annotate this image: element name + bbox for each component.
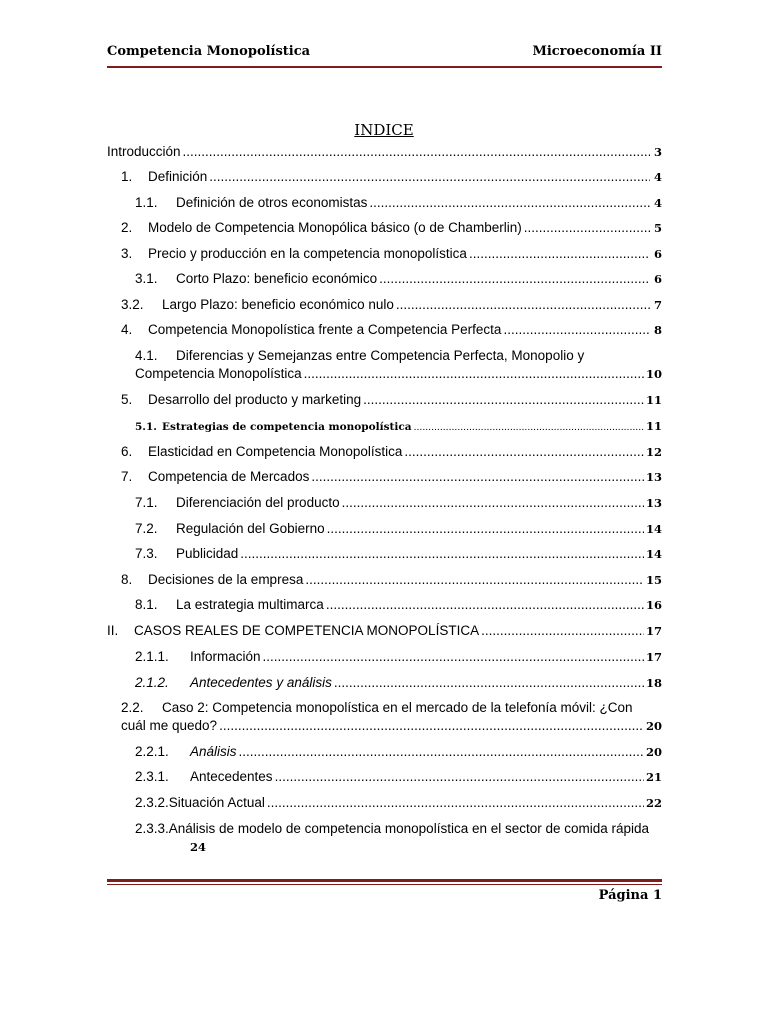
toc-label: Antecedentes	[190, 769, 273, 784]
toc-number: 7.2.	[135, 521, 158, 536]
toc-number: 2.2.	[121, 700, 144, 715]
toc-leader-dots	[209, 168, 650, 186]
footer-rule-thick	[107, 879, 662, 882]
toc-leader-dots	[363, 391, 644, 409]
toc-label: Definición de otros economistas	[176, 195, 368, 210]
toc-entry-2-3-2[interactable]	[135, 794, 662, 812]
index-title: INDICE	[354, 121, 414, 139]
toc-label: Introducción	[107, 144, 181, 159]
toc-leader-dots	[481, 622, 644, 640]
toc-label: Regulación del Gobierno	[176, 521, 325, 536]
toc-entry-2-1-1[interactable]	[135, 648, 662, 666]
footer-rule-thin	[107, 884, 662, 885]
toc-number: 2.3.2.	[135, 795, 169, 810]
toc-entry-2-3-3-line1[interactable]	[135, 820, 662, 838]
toc-leader-dots	[304, 365, 644, 383]
toc-label: La estrategia multimarca	[176, 597, 324, 612]
toc-leader-dots	[183, 143, 650, 161]
toc-number: 2.1.1.	[135, 649, 169, 664]
toc-entry-4-1-line2[interactable]	[135, 365, 662, 383]
toc-page-number: 6	[653, 247, 662, 261]
header-rule	[107, 66, 662, 68]
toc-leader-dots	[334, 674, 644, 692]
toc-page-number: 17	[645, 650, 662, 664]
toc-leader-dots	[275, 768, 644, 786]
toc-leader-dots	[219, 717, 644, 735]
toc-label: Análisis de modelo de competencia monopolística en el sector de comida rápida	[168, 821, 650, 836]
toc-leader-dots	[240, 545, 644, 563]
toc-entry-4-1-line1[interactable]	[135, 347, 662, 365]
toc-number: 2.1.2.	[135, 675, 169, 690]
toc-page-number: 17	[645, 624, 662, 638]
toc-entry-2-1-2[interactable]	[135, 674, 662, 692]
toc-label: Antecedentes y análisis	[190, 675, 332, 690]
toc-number: 5.1.	[135, 421, 157, 433]
toc-label: Competencia de Mercados	[148, 469, 310, 484]
toc-leader-dots	[396, 296, 650, 314]
toc-page-number: 13	[645, 470, 662, 484]
toc-page-number: 12	[645, 445, 662, 459]
toc-page-number: 20	[645, 745, 662, 759]
toc-page-number: 20	[645, 719, 662, 733]
toc-number: 2.2.1.	[135, 744, 169, 759]
toc-leader-dots	[369, 194, 650, 212]
toc-label: Diferenciación del producto	[176, 495, 340, 510]
toc-page-number: 24	[190, 840, 207, 854]
toc-label: Caso 2: Competencia monopolística en el mercado de la telefonía móvil: ¿Con	[162, 700, 633, 715]
toc-label: Desarrollo del producto y marketing	[148, 392, 362, 407]
toc-entry-2-3-3-line2[interactable]	[190, 838, 290, 856]
toc-entry-5[interactable]	[121, 391, 662, 409]
toc-label: Análisis	[190, 744, 237, 759]
header-left-title: Competencia Monopolística	[107, 44, 311, 59]
toc-entry-7[interactable]	[121, 468, 662, 486]
toc-page-number: 6	[653, 272, 662, 286]
toc-page-number: 22	[645, 796, 662, 810]
toc-entry-2-3-1[interactable]	[135, 768, 662, 786]
toc-entry-7-1[interactable]	[135, 494, 662, 512]
toc-page-number: 16	[645, 598, 662, 612]
toc-entry-ii[interactable]	[107, 622, 662, 640]
toc-number: 3.2.	[121, 297, 144, 312]
toc-page-number: 7	[653, 298, 662, 312]
toc-page-number: 18	[645, 676, 662, 690]
toc-entry-1[interactable]	[121, 168, 662, 186]
toc-number: 7.1.	[135, 495, 158, 510]
toc-entry-introduccion[interactable]	[107, 143, 662, 161]
toc-label: Definición	[148, 169, 208, 184]
toc-leader-dots	[305, 571, 644, 589]
toc-number: II.	[107, 623, 119, 638]
toc-label: Situación Actual	[168, 795, 265, 810]
toc-page-number: 13	[645, 496, 662, 510]
toc-leader-dots	[503, 321, 650, 339]
toc-label: Elasticidad en Competencia Monopolística	[148, 444, 403, 459]
toc-number: 6.	[121, 444, 133, 459]
toc-label: Decisiones de la empresa	[148, 572, 304, 587]
toc-entry-2[interactable]	[121, 219, 662, 237]
toc-leader-dots	[327, 520, 644, 538]
toc-number: 1.	[121, 169, 133, 184]
toc-label: Estrategias de competencia monopolística	[162, 421, 412, 433]
toc-page-number: 4	[653, 170, 662, 184]
toc-entry-3-2[interactable]	[121, 296, 662, 314]
toc-number: 1.1.	[135, 195, 158, 210]
page-header	[107, 44, 662, 64]
toc-label: Diferencias y Semejanzas entre Competencia Perfecta, Monopolio y	[176, 348, 585, 363]
toc-entry-5-1[interactable]	[135, 417, 662, 436]
toc-number: 4.1.	[135, 348, 158, 363]
toc-number: 2.3.1.	[135, 769, 169, 784]
header-right-title: Microeconomía II	[532, 44, 662, 59]
toc-number: 7.3.	[135, 546, 158, 561]
toc-label: Publicidad	[176, 546, 239, 561]
toc-page-number: 14	[645, 547, 662, 561]
toc-page-number: 10	[645, 367, 662, 381]
toc-leader-dots	[414, 418, 644, 436]
toc-entry-6[interactable]	[121, 443, 662, 461]
toc-number: 4.	[121, 322, 133, 337]
toc-number: 3.	[121, 246, 133, 261]
toc-number: 3.1.	[135, 271, 158, 286]
toc-page-number: 11	[645, 419, 662, 433]
toc-entry-7-3[interactable]	[135, 545, 662, 563]
toc-leader-dots	[311, 468, 644, 486]
toc-entry-4[interactable]	[121, 321, 662, 339]
toc-label: Competencia Monopolística frente a Competencia Perfecta	[148, 322, 502, 337]
toc-leader-dots	[404, 443, 644, 461]
toc-page-number: 8	[653, 323, 662, 337]
page-number-footer: Página 1	[598, 888, 662, 903]
toc-label-continued: Competencia Monopolística	[135, 366, 302, 381]
toc-leader-dots	[469, 245, 650, 263]
toc-entry-3-1[interactable]	[135, 270, 662, 288]
toc-page-number: 15	[645, 573, 662, 587]
toc-label: CASOS REALES DE COMPETENCIA MONOPOLÍSTICA	[134, 623, 480, 638]
toc-label: Largo Plazo: beneficio económico nulo	[162, 297, 394, 312]
toc-page-number: 4	[653, 196, 662, 210]
toc-entry-2-2-1[interactable]	[135, 743, 662, 761]
toc-leader-dots	[263, 648, 644, 666]
toc-label: Precio y producción en la competencia monopolística	[148, 246, 467, 261]
toc-label: Información	[190, 649, 261, 664]
toc-entry-7-2[interactable]	[135, 520, 662, 538]
toc-number: 8.	[121, 572, 133, 587]
toc-leader-dots	[239, 743, 644, 761]
toc-page-number: 5	[653, 221, 662, 235]
toc-entry-3[interactable]	[121, 245, 662, 263]
toc-entry-1-1[interactable]	[135, 194, 662, 212]
toc-label-continued: cuál me quedo?	[121, 718, 218, 733]
toc-leader-dots	[326, 596, 644, 614]
toc-number: 8.1.	[135, 597, 158, 612]
toc-leader-dots	[342, 494, 644, 512]
toc-entry-8-1[interactable]	[135, 596, 662, 614]
toc-number: 7.	[121, 469, 133, 484]
toc-entry-2-2-line1[interactable]	[121, 699, 662, 717]
toc-number: 5.	[121, 392, 133, 407]
toc-entry-8[interactable]	[121, 571, 662, 589]
toc-page-number: 21	[645, 770, 662, 784]
toc-label: Modelo de Competencia Monopólica básico (o de Chamberlin)	[148, 220, 522, 235]
toc-number: 2.3.3.	[135, 821, 169, 836]
toc-leader-dots	[267, 794, 644, 812]
toc-number: 2.	[121, 220, 133, 235]
toc-label: Corto Plazo: beneficio económico	[176, 271, 378, 286]
toc-page-number: 14	[645, 522, 662, 536]
toc-entry-2-2-line2[interactable]	[121, 717, 662, 735]
toc-page-number: 3	[653, 145, 662, 159]
toc-leader-dots	[524, 219, 650, 237]
toc-leader-dots	[379, 270, 650, 288]
toc-page-number: 11	[645, 393, 662, 407]
